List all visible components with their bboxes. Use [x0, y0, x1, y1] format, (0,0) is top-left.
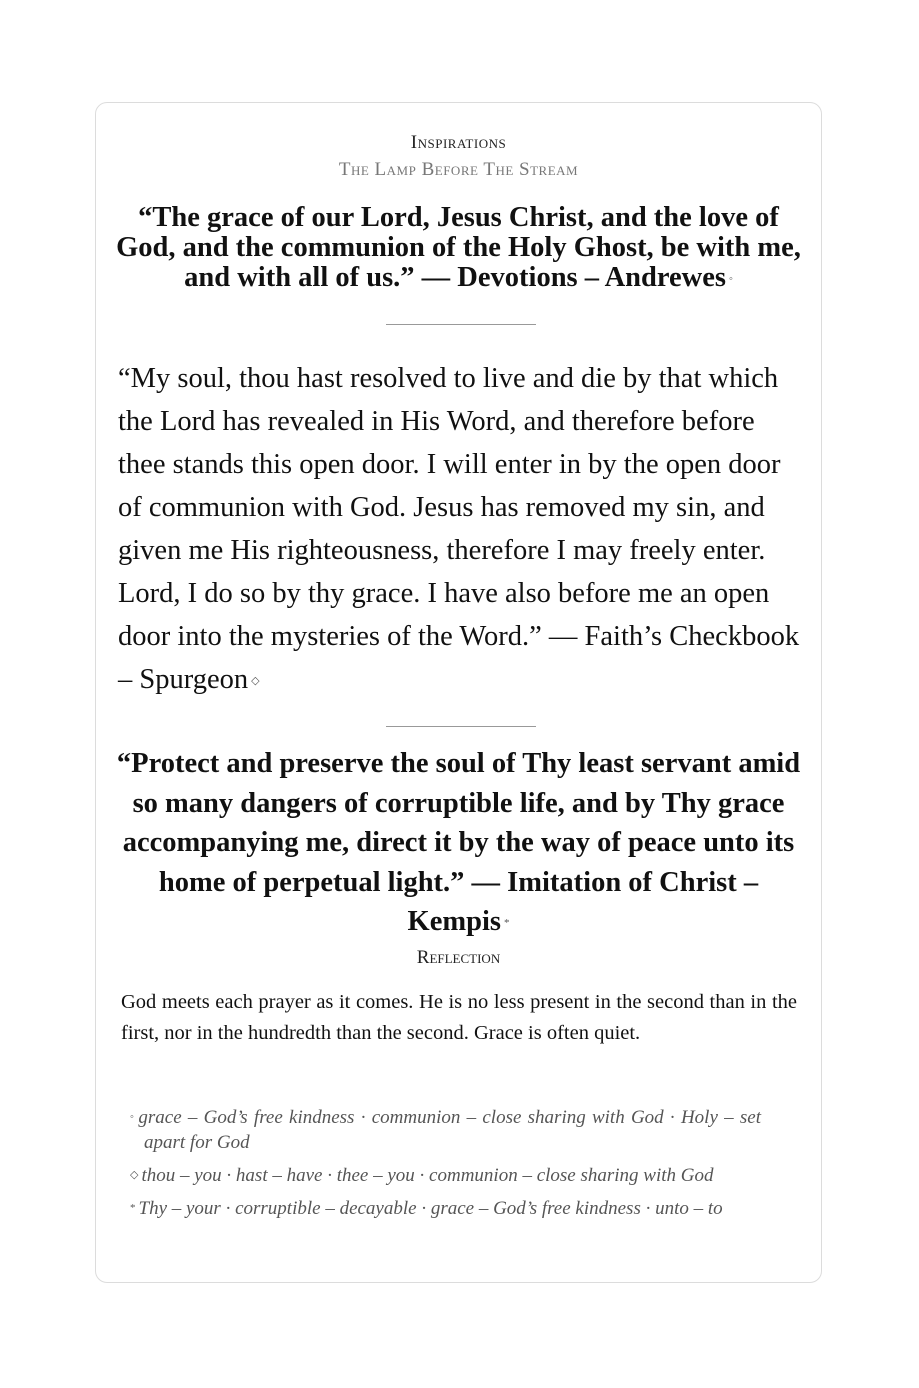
divider [386, 324, 536, 325]
note-text: grace – God’s free kindness · communion – close sharing with God · Holy – set apart for God [138, 1107, 761, 1153]
reflection-text: God meets each prayer as it comes. He is no less present in the second than in the first, nor in the hundredth than the second. Grace is often quiet. [121, 991, 797, 1044]
divider [386, 726, 536, 727]
note-text: Thy – your · corruptible – decayable · grace – God’s free kindness · unto – to [138, 1198, 723, 1219]
note-mark: ◇ [130, 1169, 139, 1181]
quote-text: “The grace of our Lord, Jesus Christ, and the love of God, and the communion of the Holy Ghost, be with me, and with all of us.” — Devotions – Andrewes [116, 202, 801, 293]
note-text: thou – you · hast – have · thee – you · communion – close sharing with God [141, 1165, 714, 1186]
footnote-mark: ◇ [251, 674, 260, 687]
glossary-notes [120, 1105, 761, 1229]
page-subtitle: The Lamp Before The Stream [338, 159, 579, 180]
footnote-mark: ◦ [728, 273, 733, 286]
glossary-note [120, 1196, 761, 1221]
quote-andrewes [112, 203, 805, 294]
note-mark: * [130, 1202, 136, 1214]
footnote-mark: * [503, 916, 510, 929]
quote-spurgeon [118, 357, 805, 703]
reflection-heading: Reflection [416, 947, 501, 968]
quote-kempis [114, 744, 803, 943]
glossary-note [120, 1163, 761, 1188]
quote-text: “Protect and preserve the soul of Thy least servant amid so many dangers of corruptible life, and by Thy grace accompanying me, direct it by the way of peace unto its home of perpetual light.” — Imitation of Christ – Kempis [116, 748, 801, 937]
quote-text: “My soul, thou hast resolved to live and die by that which the Lord has revealed in His Word, and therefore before thee stands this open door. I will enter in by the open door of communion with God. Jesus has removed my sin, and given me His righteousness, therefore I may freely enter. Lord, I do so by thy grace. I have also before me an open door into the mysteries of the Word.” — Faith’s Checkbook – Spurgeon [118, 363, 800, 695]
glossary-note [120, 1105, 761, 1155]
section-kicker: Inspirations [410, 132, 507, 153]
note-mark: ◦ [130, 1111, 136, 1123]
devotional-card [95, 102, 822, 1283]
